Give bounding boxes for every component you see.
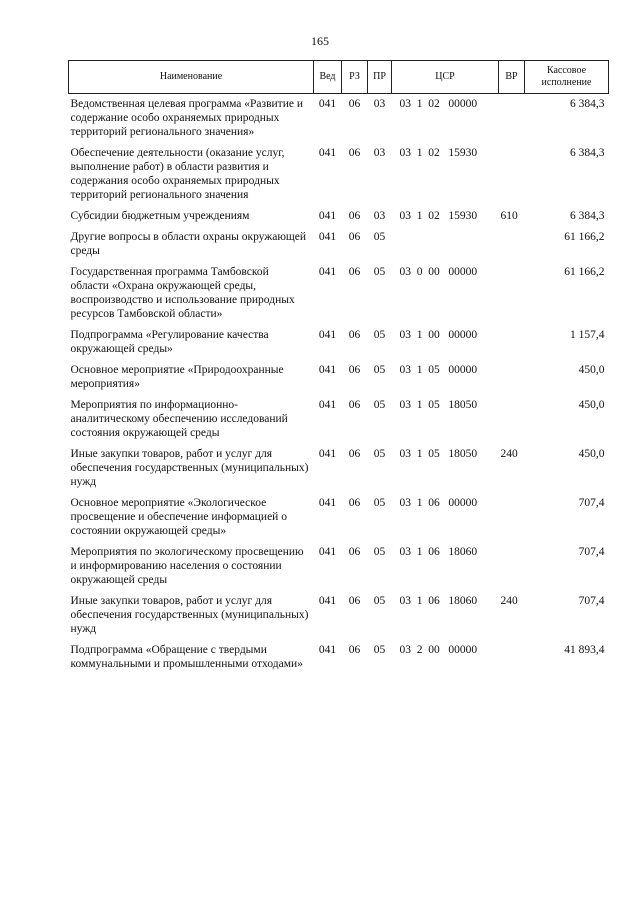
- cell-rz: 06: [348, 497, 361, 509]
- cell-rz: 06: [348, 98, 361, 110]
- cell-vr: [499, 143, 525, 206]
- header-pr: ПР: [368, 61, 392, 94]
- cell-vr: [499, 542, 525, 591]
- cell-pr: 05: [373, 497, 386, 509]
- cell-vr: [499, 395, 525, 444]
- cell-rz: 06: [348, 546, 361, 558]
- table-row: [69, 94, 609, 144]
- cell-name: Мероприятия по информационно-аналитическому обеспечению исследований состояния окружающей среды: [70, 399, 288, 439]
- cell-name: Обеспечение деятельности (оказание услуг, выполнение работ) в области развития и содержания особо охраняемых природных территорий регионального значения: [70, 147, 285, 201]
- table-row: [69, 542, 609, 591]
- header-vr: ВР: [499, 61, 525, 94]
- table-row: [69, 591, 609, 640]
- cell-pr: 05: [373, 364, 386, 376]
- cell-ved: 041: [318, 98, 337, 110]
- cell-csr: [392, 227, 499, 262]
- cell-csr: 03 1 02 00000: [399, 98, 478, 110]
- cell-name: Субсидии бюджетным учреждениям: [70, 210, 250, 222]
- cell-ved: 041: [318, 448, 337, 460]
- cell-ved: 041: [318, 497, 337, 509]
- table-row: [69, 227, 609, 262]
- cell-name: Другие вопросы в области охраны окружающей среды: [70, 231, 307, 257]
- cell-name: Основное мероприятие «Природоохранные мероприятия»: [70, 364, 284, 390]
- cell-sum: 61 166,2: [564, 266, 605, 278]
- cell-sum: 450,0: [578, 364, 605, 376]
- cell-ved: 041: [318, 595, 337, 607]
- cell-pr: 03: [373, 147, 386, 159]
- cell-sum: 6 384,3: [570, 210, 605, 222]
- cell-pr: 05: [373, 448, 386, 460]
- cell-ved: 041: [318, 644, 337, 656]
- header-ved: Вед: [314, 61, 342, 94]
- cell-rz: 06: [348, 231, 361, 243]
- cell-pr: 05: [373, 399, 386, 411]
- cell-name: Иные закупки товаров, работ и услуг для обеспечения государственных (муниципальных) нужд: [70, 595, 309, 635]
- cell-csr: 03 0 00 00000: [399, 266, 478, 278]
- cell-pr: 03: [373, 210, 386, 222]
- cell-sum: 707,4: [578, 497, 605, 509]
- cell-rz: 06: [348, 329, 361, 341]
- budget-execution-table: [68, 60, 609, 675]
- cell-csr: 03 1 02 15930: [399, 147, 478, 159]
- cell-sum: 450,0: [578, 448, 605, 460]
- cell-pr: 05: [373, 266, 386, 278]
- cell-sum: 6 384,3: [570, 98, 605, 110]
- cell-ved: 041: [318, 329, 337, 341]
- table-row: [69, 493, 609, 542]
- cell-vr: [499, 360, 525, 395]
- cell-ved: 041: [318, 546, 337, 558]
- header-sum: Кассовое исполнение: [525, 61, 609, 94]
- cell-pr: 05: [373, 644, 386, 656]
- cell-vr: [499, 493, 525, 542]
- cell-ved: 041: [318, 364, 337, 376]
- cell-name: Иные закупки товаров, работ и услуг для обеспечения государственных (муниципальных) нужд: [70, 448, 309, 488]
- table-row: [69, 262, 609, 325]
- cell-csr: 03 1 06 00000: [399, 497, 478, 509]
- cell-rz: 06: [348, 210, 361, 222]
- cell-vr: 610: [500, 210, 518, 222]
- cell-ved: 041: [318, 399, 337, 411]
- cell-name: Государственная программа Тамбовской области «Охрана окружающей среды, воспроизводство и использование природных ресурсов Тамбовской области»: [70, 266, 295, 320]
- cell-rz: 06: [348, 266, 361, 278]
- cell-csr: 03 1 00 00000: [399, 329, 478, 341]
- table-row: [69, 143, 609, 206]
- cell-csr: 03 1 02 15930: [399, 210, 478, 222]
- cell-sum: 61 166,2: [564, 231, 605, 243]
- table-row: [69, 360, 609, 395]
- table-row: [69, 325, 609, 360]
- cell-name: Мероприятия по экологическому просвещению и информированию населения о состоянии окружающей среды: [70, 546, 304, 586]
- header-name: Наименование: [69, 61, 314, 94]
- cell-name: Ведомственная целевая программа «Развитие и содержание особо охраняемых природных территорий регионального значения»: [70, 98, 303, 138]
- header-csr: ЦСР: [392, 61, 499, 94]
- cell-csr: 03 1 05 18050: [399, 399, 478, 411]
- cell-pr: 05: [373, 546, 386, 558]
- table-header-row: [69, 61, 609, 94]
- cell-csr: 03 1 06 18060: [399, 595, 478, 607]
- cell-csr: 03 1 06 18060: [399, 546, 478, 558]
- cell-csr: 03 1 05 18050: [399, 448, 478, 460]
- page-number: 165: [311, 34, 329, 48]
- cell-rz: 06: [348, 644, 361, 656]
- table-row: [69, 444, 609, 493]
- cell-sum: 707,4: [578, 546, 605, 558]
- cell-ved: 041: [318, 210, 337, 222]
- cell-pr: 05: [373, 595, 386, 607]
- cell-vr: [499, 262, 525, 325]
- cell-pr: 05: [373, 329, 386, 341]
- cell-name: Подпрограмма «Регулирование качества окружающей среды»: [70, 329, 269, 355]
- cell-ved: 041: [318, 147, 337, 159]
- cell-vr: [499, 94, 525, 144]
- cell-sum: 707,4: [578, 595, 605, 607]
- table-row: [69, 640, 609, 675]
- header-rz: РЗ: [342, 61, 368, 94]
- cell-csr: 03 2 00 00000: [399, 644, 478, 656]
- cell-rz: 06: [348, 147, 361, 159]
- cell-vr: 240: [500, 595, 518, 607]
- cell-sum: 6 384,3: [570, 147, 605, 159]
- cell-ved: 041: [318, 231, 337, 243]
- cell-name: Подпрограмма «Обращение с твердыми коммунальными и промышленными отходами»: [70, 644, 303, 670]
- cell-sum: 41 893,4: [564, 644, 605, 656]
- cell-vr: 240: [500, 448, 518, 460]
- cell-rz: 06: [348, 399, 361, 411]
- cell-sum: 1 157,4: [570, 329, 605, 341]
- cell-vr: [499, 325, 525, 360]
- cell-ved: 041: [318, 266, 337, 278]
- cell-csr: 03 1 05 00000: [399, 364, 478, 376]
- cell-pr: 05: [373, 231, 386, 243]
- cell-vr: [499, 640, 525, 675]
- cell-rz: 06: [348, 595, 361, 607]
- cell-vr: [499, 227, 525, 262]
- table-row: [69, 395, 609, 444]
- cell-rz: 06: [348, 448, 361, 460]
- cell-sum: 450,0: [578, 399, 605, 411]
- cell-rz: 06: [348, 364, 361, 376]
- cell-name: Основное мероприятие «Экологическое просвещение и обеспечение информацией о состоянии окружающей среды»: [70, 497, 287, 537]
- table-body: [69, 94, 609, 676]
- cell-pr: 03: [373, 98, 386, 110]
- table-row: [69, 206, 609, 227]
